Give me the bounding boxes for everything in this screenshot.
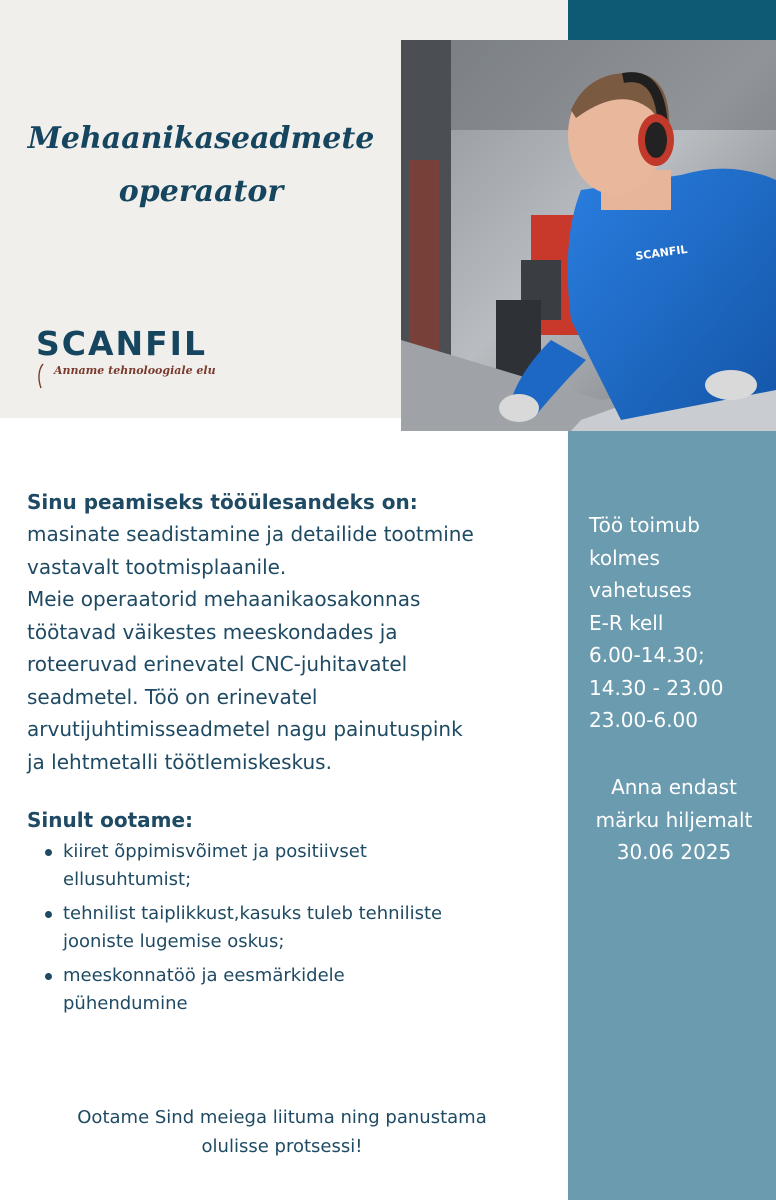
deadline-line: märku hiljemalt: [595, 807, 753, 832]
tasks-line: Meie operaatorid mehaanikaosakonnas: [27, 587, 421, 611]
tasks-heading: Sinu peamiseks tööülesandeks on:: [27, 490, 418, 514]
application-deadline: [576, 771, 772, 869]
logo-wordmark: SCANFIL: [36, 324, 207, 363]
top-accent-bar: [568, 0, 776, 40]
title-line-1: Mehaanikaseadmete: [27, 121, 375, 156]
logo-hook-icon: [36, 362, 46, 390]
operator-photo: [401, 40, 776, 431]
shift-line: 6.00-14.30;: [589, 643, 705, 667]
shift-line: E-R kell: [589, 610, 664, 635]
tasks-line: ja lehtmetalli töötlemiskeskus.: [27, 749, 332, 774]
list-item-line: ellusuhtumist;: [63, 869, 192, 890]
expect-heading: Sinult ootame:: [27, 808, 194, 832]
page-title: [10, 112, 392, 218]
shift-line: vahetuses: [589, 578, 692, 602]
shift-line: 14.30 - 23.00: [589, 675, 724, 700]
title-line-2: operaator: [118, 174, 284, 209]
operator-illustration: [401, 40, 776, 431]
tasks-line: töötavad väikestes meeskondades ja: [27, 619, 398, 644]
tasks-line: seadmetel. Töö on erinevatel: [27, 684, 318, 709]
deadline-line: 30.06 2025: [616, 840, 732, 864]
list-item: [27, 900, 557, 956]
shift-line: 23.00-6.00: [589, 708, 699, 732]
shift-line: Töö toimub: [589, 513, 700, 537]
tasks-line: arvutijuhtimisseadmetel nagu painutuspink: [27, 717, 463, 741]
list-item: [27, 962, 557, 1018]
list-item-line: kiiret õppimisvõimet ja positiivset: [63, 841, 367, 862]
list-item-line: meeskonnatöö ja eesmärkidele: [63, 965, 345, 986]
expect-list: [27, 838, 557, 1018]
tasks-line: masinate seadistamine ja detailide tootmine: [27, 522, 474, 546]
closing-line-2: olulisse protsessi!: [201, 1136, 363, 1157]
closing-line-1: Ootame Sind meiega liituma ning panustama: [77, 1107, 487, 1128]
shift-line: kolmes: [589, 545, 660, 570]
scanfil-logo: [36, 324, 266, 396]
list-item-line: jooniste lugemise oskus;: [63, 931, 285, 952]
tasks-line: vastavalt tootmisplaanile.: [27, 554, 287, 579]
logo-tagline: Anname tehnoloogiale elu: [54, 364, 216, 377]
list-item: [27, 838, 557, 894]
shirt-logo: SCANFIL: [634, 242, 689, 263]
job-description: [27, 486, 557, 1024]
closing-message: [0, 1103, 564, 1161]
list-item-line: pühendumine: [63, 993, 188, 1014]
shift-schedule: [589, 509, 759, 737]
tasks-line: roteeruvad erinevatel CNC-juhitavatel: [27, 652, 408, 676]
deadline-line: Anna endast: [611, 775, 737, 799]
list-item-line: tehnilist taiplikkust,kasuks tuleb tehniliste: [63, 903, 443, 924]
